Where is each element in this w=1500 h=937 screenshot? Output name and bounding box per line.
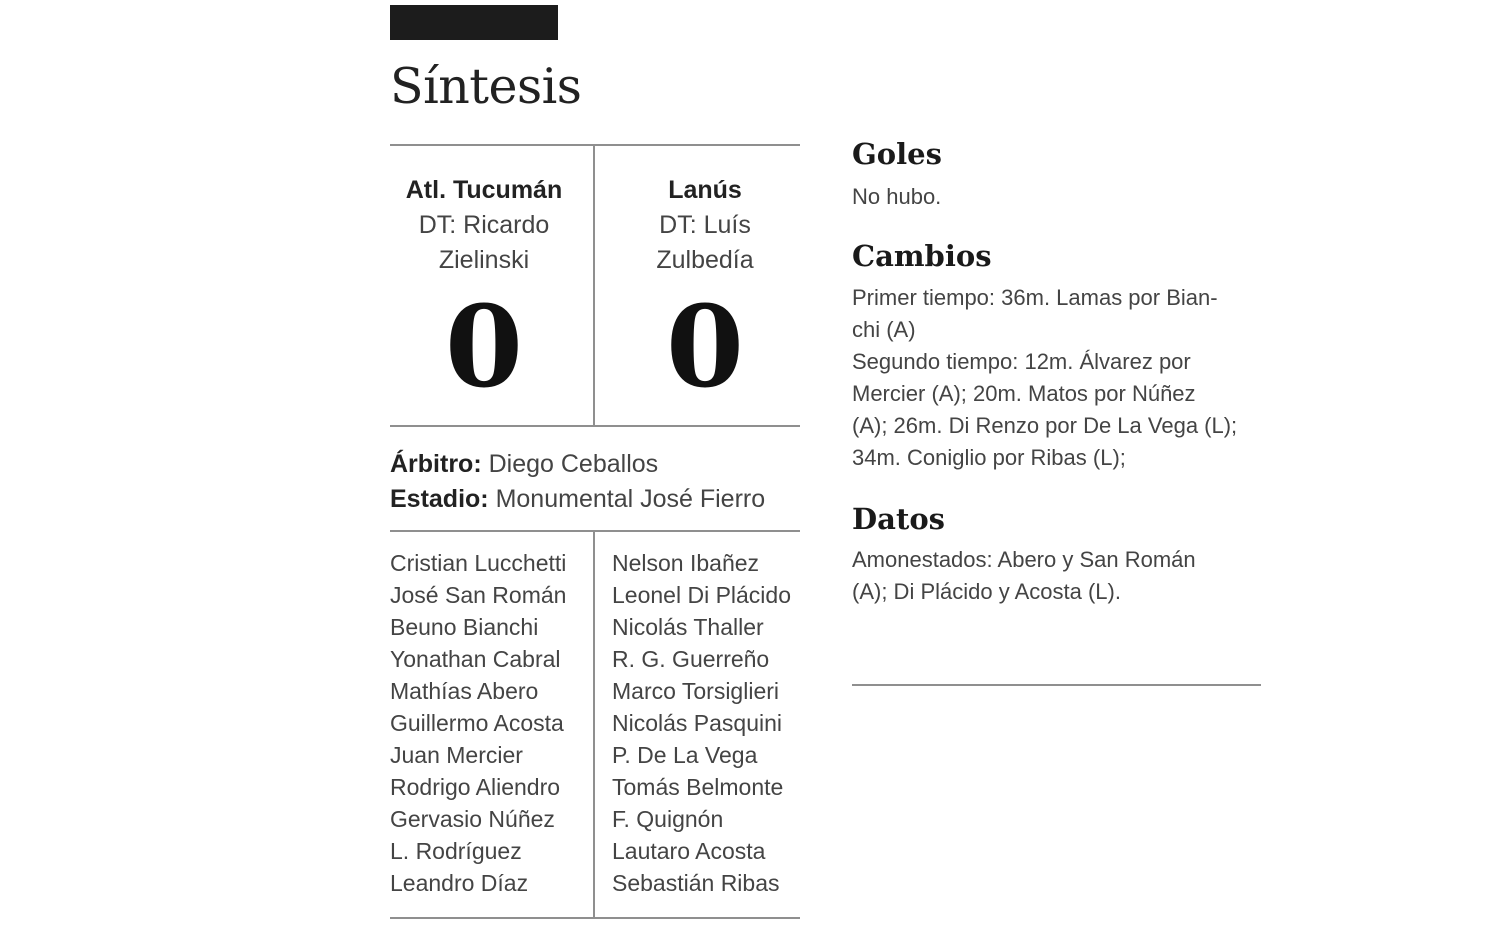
list-item: Guillermo Acosta xyxy=(390,710,564,736)
referee-value: Diego Ceballos xyxy=(488,450,659,478)
datos-line: Amonestados: Abero y San Román xyxy=(852,547,1196,572)
list-item: Yonathan Cabral xyxy=(390,646,561,672)
goles-heading: Goles xyxy=(852,137,942,171)
cambios-line: chi (A) xyxy=(852,317,916,342)
cambios-line: 34m. Coniglio por Ribas (L); xyxy=(852,445,1126,470)
list-item: Lautaro Acosta xyxy=(612,838,766,864)
away-coach-line1: DT: Luís xyxy=(659,211,751,239)
home-team-name: Atl. Tucumán xyxy=(405,176,563,204)
list-item: Mathías Abero xyxy=(390,678,539,704)
divider-lineups-top xyxy=(390,530,800,532)
divider-lineups-vertical xyxy=(593,531,595,918)
stadium-label: Estadio: xyxy=(390,485,489,513)
list-item: Leandro Díaz xyxy=(390,870,529,896)
list-item: L. Rodríguez xyxy=(390,838,522,864)
divider-score-vertical xyxy=(593,145,595,426)
cambios-line: Segundo tiempo: 12m. Álvarez por xyxy=(852,349,1191,374)
home-coach-line2: Zielinski xyxy=(438,246,530,274)
divider-top xyxy=(390,144,800,146)
list-item: Leonel Di Plácido xyxy=(612,582,792,608)
datos-line: (A); Di Plácido y Acosta (L). xyxy=(852,579,1121,604)
list-item: R. G. Guerreño xyxy=(612,646,770,672)
cambios-heading: Cambios xyxy=(852,239,992,273)
cambios-line: Primer tiempo: 36m. Lamas por Bian- xyxy=(852,285,1218,310)
divider-bottom xyxy=(390,917,800,919)
list-item: Nelson Ibañez xyxy=(612,550,760,576)
divider-right xyxy=(852,684,1261,686)
list-item: Nicolás Pasquini xyxy=(612,710,783,736)
cambios-line: (A); 26m. Di Renzo por De La Vega (L); xyxy=(852,413,1238,438)
divider-middle xyxy=(390,425,800,427)
referee-line xyxy=(390,447,658,482)
list-item: Sebastián Ribas xyxy=(612,870,780,896)
stadium-value: Monumental José Fierro xyxy=(495,485,766,513)
list-item: F. Quignón xyxy=(612,806,724,832)
datos-heading: Datos xyxy=(852,502,946,536)
list-item: Nicolás Thaller xyxy=(612,614,764,640)
cambios-text xyxy=(852,282,1272,474)
list-item: Juan Mercier xyxy=(390,742,523,768)
goles-text: No hubo. xyxy=(852,184,942,209)
list-item: Tomás Belmonte xyxy=(612,774,784,800)
home-team-block xyxy=(384,173,584,413)
stadium-line xyxy=(390,482,765,517)
cambios-line: Mercier (A); 20m. Matos por Núñez xyxy=(852,381,1196,406)
list-item: P. De La Vega xyxy=(612,742,758,768)
away-score: 0 xyxy=(666,282,744,413)
away-coach-line2: Zulbedía xyxy=(656,246,754,274)
away-team-block xyxy=(605,173,805,413)
referee-label: Árbitro: xyxy=(390,450,482,478)
list-item: Gervasio Núñez xyxy=(390,806,555,832)
home-score: 0 xyxy=(445,282,523,413)
list-item: Rodrigo Aliendro xyxy=(390,774,561,800)
list-item: Beuno Bianchi xyxy=(390,614,539,640)
list-item: José San Román xyxy=(390,582,567,608)
away-team-name: Lanús xyxy=(668,176,742,204)
home-lineup xyxy=(390,547,566,899)
datos-text xyxy=(852,544,1272,608)
list-item: Cristian Lucchetti xyxy=(390,550,567,576)
list-item: Marco Torsiglieri xyxy=(612,678,780,704)
away-lineup xyxy=(612,547,791,899)
header-bar xyxy=(390,5,558,40)
page-title: Síntesis xyxy=(390,58,582,115)
home-coach-line1: DT: Ricardo xyxy=(418,211,550,239)
